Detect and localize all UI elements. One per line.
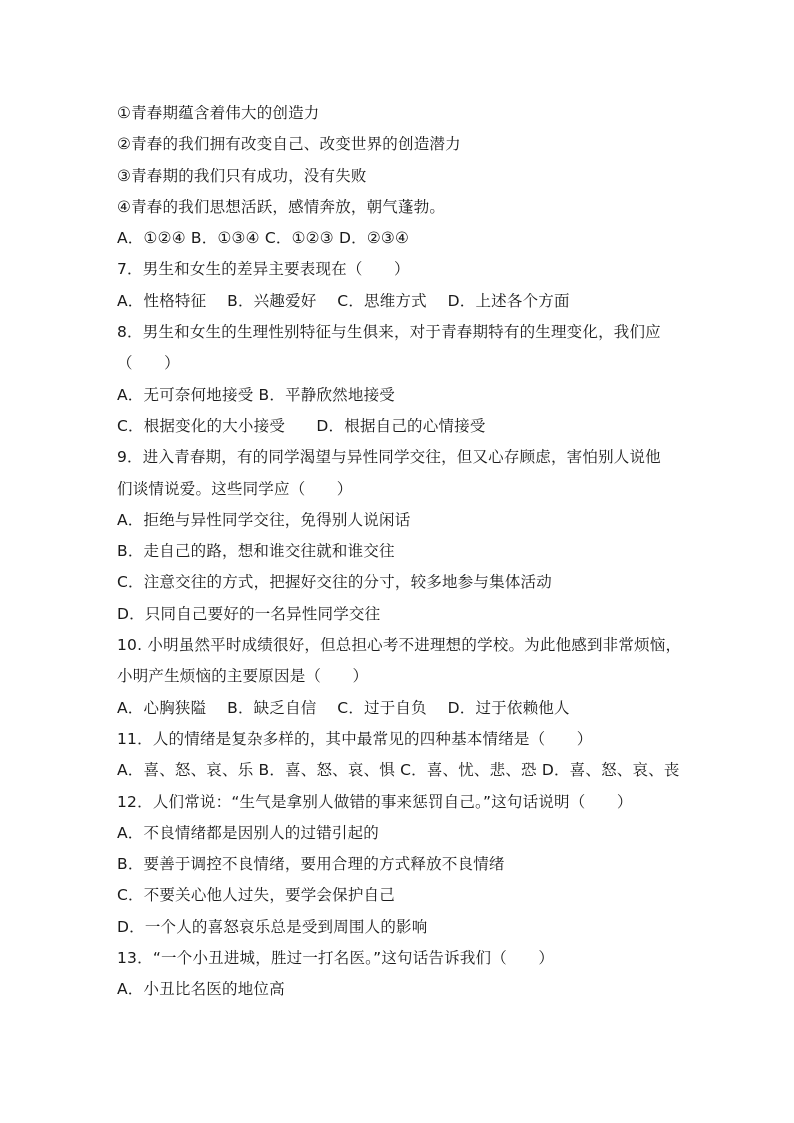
q13-stem: 13．“一个小丑进城，胜过一打名医。”这句话告诉我们（ ） [117, 949, 555, 968]
q12-option-c: C．不要关心他人过失，要学会保护自己 [117, 886, 395, 905]
q6-options: A．①②④ B．①③④ C．①②③ D．②③④ [117, 229, 410, 248]
question-text-block [117, 98, 687, 1006]
q7-stem: 7．男生和女生的差异主要表现在（ ） [117, 260, 410, 279]
q12-stem: 12．人们常说：“生气是拿别人做错的事来惩罚自己。”这句话说明（ ） [117, 792, 633, 811]
statement-4: ④青春的我们思想活跃，感情奔放，朝气蓬勃。 [117, 197, 446, 216]
q11-options: A．喜、怒、哀、乐 B．喜、怒、哀、惧 C．喜、忧、悲、恐 D．喜、怒、哀、丧 [117, 761, 680, 780]
statement-3: ③青春期的我们只有成功，没有失败 [117, 166, 367, 185]
q9-option-d: D．只同自己要好的一名异性同学交往 [117, 604, 381, 623]
q9-option-c: C．注意交往的方式，把握好交往的分寸，较多地参与集体活动 [117, 573, 552, 592]
q7-options: A．性格特征 B．兴趣爱好 C．思维方式 D．上述各个方面 [117, 291, 570, 310]
q12-option-d: D．一个人的喜怒哀乐总是受到周围人的影响 [117, 917, 428, 936]
q9-stem-cont: 们谈情说爱。这些同学应（ ） [117, 479, 353, 498]
statement-2: ②青春的我们拥有改变自己、改变世界的创造潜力 [117, 135, 461, 154]
q10-options: A．心胸狭隘 B．缺乏自信 C．过于自负 D．过于依赖他人 [117, 698, 570, 717]
q10-stem-cont: 小明产生烦恼的主要原因是（ ） [117, 667, 369, 686]
q8-stem: 8．男生和女生的生理性别特征与生俱来，对于青春期特有的生理变化，我们应 [117, 323, 661, 342]
q11-stem: 11．人的情绪是复杂多样的，其中最常见的四种基本情绪是（ ） [117, 729, 593, 748]
q13-option-a: A．小丑比名医的地位高 [117, 980, 285, 999]
statement-1: ①青春期蕴含着伟大的创造力 [117, 104, 320, 122]
q8-stem-cont: （ ） [117, 354, 180, 373]
q12-option-b: B．要善于调控不良情绪，要用合理的方式释放不良情绪 [117, 855, 505, 874]
q12-option-a: A．不良情绪都是因别人的过错引起的 [117, 823, 380, 842]
q8-options-ab: A．无可奈何地接受 B．平静欣然地接受 [117, 385, 395, 404]
q10-stem: 10. 小明虽然平时成绩很好，但总担心考不进理想的学校。为此他感到非常烦恼， [117, 636, 682, 655]
q9-option-a: A．拒绝与异性同学交往，免得别人说闲话 [117, 510, 411, 529]
q8-options-cd: C．根据变化的大小接受 D．根据自己的心情接受 [117, 416, 486, 435]
q9-option-b: B．走自己的路，想和谁交往就和谁交往 [117, 542, 395, 561]
q9-stem: 9．进入青春期，有的同学渴望与异性同学交往，但又心存顾虑，害怕别人说他 [117, 448, 661, 467]
